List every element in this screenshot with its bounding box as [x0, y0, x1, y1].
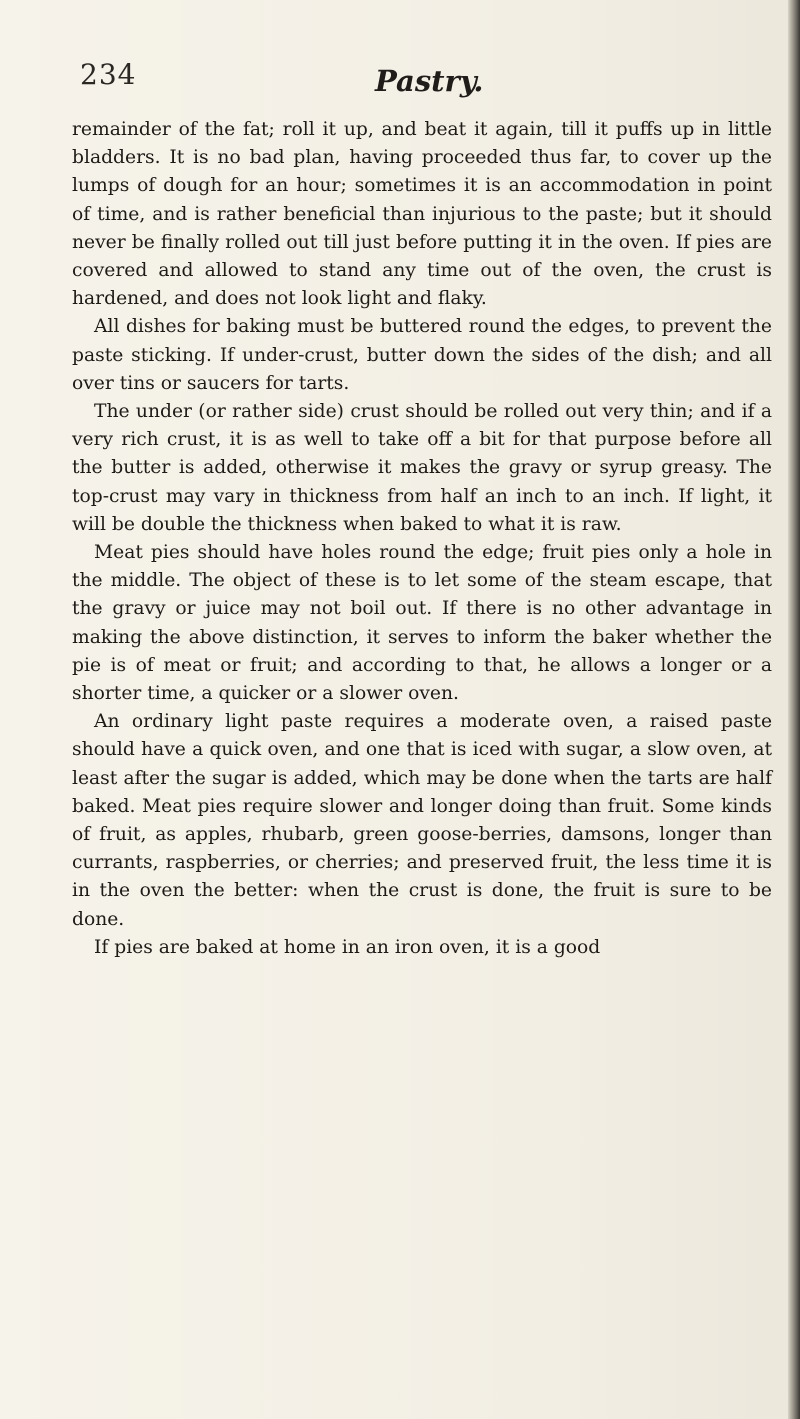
running-head: Pastry.: [375, 64, 484, 98]
paragraph-meat-pies-holes: Meat pies should have holes round the edge; fruit pies only a hole in the middle. The object of these is to let some of the steam escape, that the gravy or juice may not boil out. If there is no other advantage in making the above distinction, it serves to inform the baker whether the pie is of meat or fruit; and according to that, he allows a longer or a shorter time, a quicker or a slower oven.: [72, 542, 772, 705]
paragraph-dishes-buttered: All dishes for baking must be buttered round the edges, to prevent the paste sticking. If under-crust, butter down the sides of the dish; and all over tins or saucers for tarts.: [72, 316, 772, 394]
paragraph-oven-heat: An ordinary light paste requires a moderate oven, a raised paste should have a quick oven, and one that is iced with sugar, a slow oven, at least after the sugar is added, which may be done when the tarts are half baked. Meat pies require slower and longer doing than fruit. Some kinds of fruit, as apples, rhubarb, green goose-berries, damsons, longer than currants, raspberries, or cherries; and preserved fruit, the less time it is in the oven the better: when the crust is done, the fruit is sure to be done.: [72, 711, 772, 930]
page-edge-shadow: [788, 0, 800, 1419]
paragraph-iron-oven: If pies are baked at home in an iron oven, it is a good: [94, 936, 601, 958]
paragraph-under-crust: The under (or rather side) crust should be rolled out very thin; and if a very rich crust, it is as well to take off a bit for that purpose before all the butter is added, otherwise it makes the gravy or syrup greasy. The top-crust may vary in thickness from half an inch to an inch. If light, it will be double the thickness when baked to what it is raw.: [72, 401, 772, 535]
page-number: 234: [80, 58, 137, 91]
page-header: [0, 58, 800, 110]
body-text: [72, 116, 772, 962]
paragraph-continuation: remainder of the fat; roll it up, and beat it again, till it puffs up in little bladders. It is no bad plan, having proceeded thus far, to cover up the lumps of dough for an hour; sometimes it is an accommodation in point of time, and is rather beneficial than injurious to the paste; but it should never be finally rolled out till just before putting it in the oven. If pies are covered and allowed to stand any time out of the oven, the crust is hardened, and does not look light and flaky.: [72, 119, 772, 310]
